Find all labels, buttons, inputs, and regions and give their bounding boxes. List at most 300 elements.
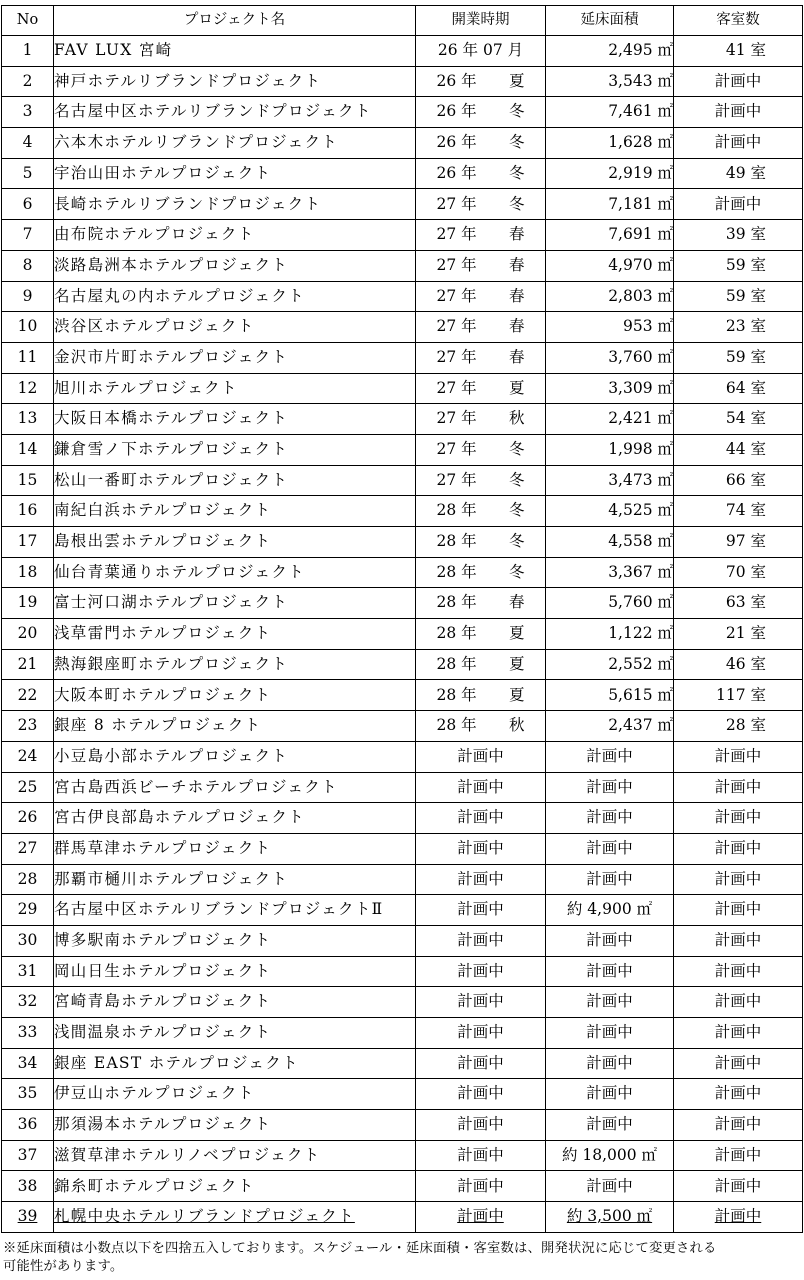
cell-opening [416, 312, 546, 343]
cell-project-name [54, 66, 416, 97]
cell-project-name [54, 465, 416, 496]
cell-no: 8 [2, 250, 54, 281]
cell-floor-area [546, 1079, 674, 1110]
opening-season: 夏 [508, 378, 525, 397]
opening-year: 26 年 [436, 102, 477, 121]
cell-opening [416, 557, 546, 588]
cell-project-name [54, 128, 416, 159]
cell-opening [416, 925, 546, 956]
cell-rooms [674, 1171, 803, 1202]
floor-area-text: 5,615 ㎡ [608, 685, 673, 704]
cell-rooms [674, 527, 803, 558]
cell-rooms [674, 987, 803, 1018]
cell-no: 4 [2, 128, 54, 159]
table-body [2, 36, 803, 1233]
opening-text: 計画中 [457, 1176, 504, 1195]
table-row [2, 1110, 803, 1141]
table-row [2, 312, 803, 343]
cell-no: 31 [2, 956, 54, 987]
table-row [2, 189, 803, 220]
cell-rooms [674, 312, 803, 343]
cell-rooms [674, 833, 803, 864]
cell-rooms [674, 895, 803, 926]
cell-no: 22 [2, 680, 54, 711]
cell-rooms [674, 772, 803, 803]
table-row [2, 36, 803, 67]
table-row [2, 158, 803, 189]
opening-season: 春 [508, 255, 525, 274]
project-name-text: 鎌倉雪ノ下ホテルプロジェクト [54, 440, 289, 459]
project-name-text: 松山一番町ホテルプロジェクト [54, 470, 289, 489]
opening-text: 計画中 [457, 1023, 504, 1042]
opening-season: 夏 [508, 654, 525, 673]
cell-no: 18 [2, 557, 54, 588]
project-name-text: 大阪本町ホテルプロジェクト [54, 685, 272, 704]
cell-no: 20 [2, 619, 54, 650]
cell-floor-area [546, 404, 674, 435]
table-row [2, 220, 803, 251]
header-rooms: 客室数 [674, 6, 803, 36]
opening-season: 冬 [508, 440, 525, 459]
floor-area-text: 約 4,900 ㎡ [566, 900, 653, 919]
project-name-text: 由布院ホテルプロジェクト [54, 225, 255, 244]
opening-season: 秋 [508, 409, 525, 428]
cell-rooms [674, 250, 803, 281]
project-name-text: 旭川ホテルプロジェクト [54, 378, 238, 397]
opening-season: 冬 [508, 163, 525, 182]
opening-year: 27 年 [436, 255, 477, 274]
cell-rooms [674, 36, 803, 67]
cell-project-name [54, 557, 416, 588]
opening-season: 春 [508, 225, 525, 244]
floor-area-text: 7,181 ㎡ [608, 194, 673, 213]
cell-floor-area [546, 956, 674, 987]
cell-project-name [54, 1140, 416, 1171]
project-name-text: 名古屋中区ホテルリブランドプロジェクト [54, 102, 372, 121]
project-name-text: 小豆島小部ホテルプロジェクト [54, 746, 289, 765]
rooms-text: 計画中 [714, 1084, 762, 1103]
cell-no: 14 [2, 434, 54, 465]
cell-project-name [54, 1110, 416, 1141]
opening-text: 計画中 [457, 992, 504, 1011]
project-name-text: 長崎ホテルリブランドプロジェクト [54, 194, 322, 213]
table-row [2, 741, 803, 772]
cell-project-name [54, 956, 416, 987]
cell-no: 7 [2, 220, 54, 251]
cell-opening [416, 342, 546, 373]
cell-rooms [674, 373, 803, 404]
cell-floor-area [546, 434, 674, 465]
floor-area-text: 2,437 ㎡ [608, 716, 673, 735]
cell-opening [416, 987, 546, 1018]
cell-rooms [674, 281, 803, 312]
floor-area-text: 3,760 ㎡ [608, 347, 673, 366]
cell-project-name [54, 373, 416, 404]
cell-no: 37 [2, 1140, 54, 1171]
opening-year: 27 年 [436, 470, 477, 489]
project-name-text: 宮古島西浜ビーチホテルプロジェクト [54, 777, 338, 796]
opening-text: 計画中 [457, 1207, 504, 1226]
project-name-text: 博多駅南ホテルプロジェクト [54, 931, 272, 950]
cell-project-name [54, 158, 416, 189]
opening-text: 計画中 [457, 931, 504, 950]
project-name-text: 渋谷区ホテルプロジェクト [54, 317, 255, 336]
cell-rooms [674, 342, 803, 373]
table-row [2, 895, 803, 926]
cell-opening [416, 588, 546, 619]
table-row [2, 987, 803, 1018]
cell-floor-area [546, 97, 674, 128]
opening-year: 27 年 [436, 347, 477, 366]
cell-opening [416, 404, 546, 435]
project-name-text: 金沢市片町ホテルプロジェクト [54, 347, 289, 366]
cell-opening [416, 220, 546, 251]
table-row [2, 1018, 803, 1049]
rooms-text: 59 室 [725, 286, 766, 305]
cell-opening [416, 741, 546, 772]
cell-floor-area [546, 833, 674, 864]
cell-no: 26 [2, 803, 54, 834]
rooms-text: 計画中 [714, 102, 762, 121]
cell-floor-area [546, 864, 674, 895]
cell-opening [416, 711, 546, 742]
project-table [1, 5, 803, 1233]
cell-floor-area [546, 772, 674, 803]
project-name-text: FAV LUX 宮崎 [54, 41, 173, 60]
cell-rooms [674, 1202, 803, 1233]
table-row [2, 342, 803, 373]
cell-rooms [674, 557, 803, 588]
project-name-text: 群馬草津ホテルプロジェクト [54, 838, 272, 857]
cell-rooms [674, 97, 803, 128]
cell-no: 25 [2, 772, 54, 803]
cell-no: 36 [2, 1110, 54, 1141]
rooms-text: 計画中 [714, 869, 762, 888]
opening-year: 28 年 [436, 716, 477, 735]
cell-opening [416, 680, 546, 711]
cell-floor-area [546, 1048, 674, 1079]
rooms-text: 計画中 [714, 1023, 762, 1042]
footnote-line-2: 可能性があります。 [3, 1259, 124, 1274]
rooms-text: 21 室 [725, 624, 766, 643]
project-name-text: 神戸ホテルリブランドプロジェクト [54, 71, 322, 90]
rooms-text: 59 室 [725, 347, 766, 366]
cell-no: 28 [2, 864, 54, 895]
cell-project-name [54, 220, 416, 251]
project-name-text: 名古屋中区ホテルリブランドプロジェクトⅡ [54, 900, 384, 919]
cell-project-name [54, 189, 416, 220]
opening-year: 28 年 [436, 685, 477, 704]
opening-text: 計画中 [457, 746, 504, 765]
rooms-text: 64 室 [725, 378, 766, 397]
cell-floor-area [546, 66, 674, 97]
cell-rooms [674, 404, 803, 435]
opening-season: 夏 [508, 624, 525, 643]
opening-text: 計画中 [457, 1084, 504, 1103]
cell-opening [416, 1110, 546, 1141]
cell-project-name [54, 281, 416, 312]
cell-floor-area [546, 527, 674, 558]
cell-project-name [54, 1079, 416, 1110]
opening-season: 冬 [508, 102, 525, 121]
opening-year: 28 年 [436, 562, 477, 581]
cell-no: 19 [2, 588, 54, 619]
cell-opening [416, 833, 546, 864]
floor-area-text: 計画中 [586, 992, 633, 1011]
cell-project-name [54, 895, 416, 926]
cell-floor-area [546, 465, 674, 496]
cell-project-name [54, 250, 416, 281]
opening-text: 計画中 [457, 808, 504, 827]
project-name-text: 熱海銀座町ホテルプロジェクト [54, 654, 289, 673]
table-row [2, 97, 803, 128]
cell-project-name [54, 803, 416, 834]
cell-rooms [674, 220, 803, 251]
table-row [2, 803, 803, 834]
rooms-text: 41 室 [725, 41, 766, 60]
cell-rooms [674, 496, 803, 527]
opening-text: 26 年 07 月 [437, 41, 524, 60]
rooms-text: 28 室 [725, 716, 766, 735]
cell-opening [416, 772, 546, 803]
project-name-text: 那覇市樋川ホテルプロジェクト [54, 869, 289, 888]
cell-opening [416, 189, 546, 220]
rooms-text: 計画中 [714, 1207, 762, 1226]
project-name-text: 六本木ホテルリブランドプロジェクト [54, 133, 339, 152]
cell-no: 35 [2, 1079, 54, 1110]
floor-area-text: 7,461 ㎡ [608, 102, 673, 121]
cell-project-name [54, 97, 416, 128]
cell-opening [416, 649, 546, 680]
cell-no: 32 [2, 987, 54, 1018]
floor-area-text: 4,525 ㎡ [608, 501, 673, 520]
cell-opening [416, 373, 546, 404]
cell-project-name [54, 987, 416, 1018]
project-name-text: 銀座 EAST ホテルプロジェクト [54, 1053, 299, 1072]
cell-no: 21 [2, 649, 54, 680]
cell-rooms [674, 158, 803, 189]
cell-floor-area [546, 373, 674, 404]
rooms-text: 54 室 [725, 409, 766, 428]
cell-project-name [54, 925, 416, 956]
opening-year: 27 年 [436, 194, 477, 213]
table-row [2, 128, 803, 159]
cell-no: 39 [2, 1202, 54, 1233]
cell-floor-area [546, 250, 674, 281]
opening-season: 冬 [508, 501, 525, 520]
opening-year: 27 年 [436, 440, 477, 459]
cell-floor-area [546, 895, 674, 926]
cell-opening [416, 956, 546, 987]
rooms-text: 計画中 [714, 133, 762, 152]
opening-text: 計画中 [457, 1145, 504, 1164]
floor-area-text: 7,691 ㎡ [608, 225, 673, 244]
cell-no: 12 [2, 373, 54, 404]
cell-project-name [54, 864, 416, 895]
project-name-text: 島根出雲ホテルプロジェクト [54, 532, 272, 551]
cell-opening [416, 465, 546, 496]
project-name-text: 仙台青葉通りホテルプロジェクト [54, 562, 305, 581]
rooms-text: 70 室 [725, 562, 766, 581]
cell-project-name [54, 680, 416, 711]
cell-no: 16 [2, 496, 54, 527]
cell-rooms [674, 66, 803, 97]
cell-no: 5 [2, 158, 54, 189]
table-row [2, 496, 803, 527]
rooms-text: 計画中 [714, 777, 762, 796]
project-name-text: 富士河口湖ホテルプロジェクト [54, 593, 289, 612]
floor-area-text: 計画中 [586, 1053, 633, 1072]
opening-season: 秋 [508, 716, 525, 735]
cell-project-name [54, 36, 416, 67]
opening-year: 28 年 [436, 501, 477, 520]
project-name-text: 名古屋丸の内ホテルプロジェクト [54, 286, 305, 305]
cell-floor-area [546, 711, 674, 742]
floor-area-text: 計画中 [586, 869, 633, 888]
cell-rooms [674, 1048, 803, 1079]
table-row [2, 588, 803, 619]
cell-opening [416, 1018, 546, 1049]
cell-opening [416, 36, 546, 67]
project-name-text: 札幌中央ホテルリブランドプロジェクト [54, 1207, 355, 1226]
opening-season: 夏 [508, 685, 525, 704]
floor-area-text: 1,122 ㎡ [608, 624, 673, 643]
opening-text: 計画中 [457, 777, 504, 796]
cell-rooms [674, 864, 803, 895]
cell-opening [416, 496, 546, 527]
rooms-text: 計画中 [714, 1053, 762, 1072]
table-row [2, 1079, 803, 1110]
rooms-text: 計画中 [714, 1115, 762, 1134]
cell-rooms [674, 803, 803, 834]
table-row [2, 557, 803, 588]
opening-text: 計画中 [457, 961, 504, 980]
project-name-text: 大阪日本橋ホテルプロジェクト [54, 409, 289, 428]
opening-season: 春 [508, 593, 525, 612]
rooms-text: 計画中 [714, 1176, 762, 1195]
cell-project-name [54, 496, 416, 527]
cell-no: 27 [2, 833, 54, 864]
cell-floor-area [546, 496, 674, 527]
opening-year: 28 年 [436, 654, 477, 673]
cell-rooms [674, 189, 803, 220]
floor-area-text: 計画中 [586, 777, 633, 796]
opening-season: 夏 [508, 71, 525, 90]
cell-floor-area [546, 925, 674, 956]
cell-project-name [54, 772, 416, 803]
opening-text: 計画中 [457, 869, 504, 888]
cell-no: 23 [2, 711, 54, 742]
project-name-text: 銀座 8 ホテルプロジェクト [54, 716, 262, 735]
floor-area-text: 3,543 ㎡ [608, 71, 673, 90]
cell-opening [416, 527, 546, 558]
cell-opening [416, 619, 546, 650]
opening-year: 28 年 [436, 532, 477, 551]
table-row [2, 373, 803, 404]
table-row [2, 864, 803, 895]
cell-opening [416, 1202, 546, 1233]
floor-area-text: 5,760 ㎡ [608, 593, 673, 612]
floor-area-text: 計画中 [586, 961, 633, 980]
opening-text: 計画中 [457, 1115, 504, 1134]
project-name-text: 浅草雷門ホテルプロジェクト [54, 624, 272, 643]
cell-opening [416, 281, 546, 312]
table-row [2, 281, 803, 312]
project-name-text: 南紀白浜ホテルプロジェクト [54, 501, 272, 520]
table-row [2, 711, 803, 742]
cell-project-name [54, 741, 416, 772]
cell-project-name [54, 1202, 416, 1233]
table-row [2, 956, 803, 987]
floor-area-text: 計画中 [586, 838, 633, 857]
cell-project-name [54, 649, 416, 680]
cell-no: 10 [2, 312, 54, 343]
cell-floor-area [546, 741, 674, 772]
cell-opening [416, 250, 546, 281]
opening-season: 冬 [508, 562, 525, 581]
floor-area-text: 2,552 ㎡ [608, 654, 673, 673]
rooms-text: 計画中 [714, 808, 762, 827]
cell-floor-area [546, 1140, 674, 1171]
floor-area-text: 2,495 ㎡ [608, 41, 673, 60]
cell-rooms [674, 588, 803, 619]
rooms-text: 計画中 [714, 194, 762, 213]
opening-year: 28 年 [436, 624, 477, 643]
cell-opening [416, 1079, 546, 1110]
cell-floor-area [546, 312, 674, 343]
cell-floor-area [546, 803, 674, 834]
cell-rooms [674, 619, 803, 650]
rooms-text: 74 室 [725, 501, 766, 520]
cell-project-name [54, 1048, 416, 1079]
cell-no: 38 [2, 1171, 54, 1202]
cell-floor-area [546, 1110, 674, 1141]
cell-opening [416, 803, 546, 834]
rooms-text: 66 室 [725, 470, 766, 489]
table-row [2, 680, 803, 711]
cell-rooms [674, 649, 803, 680]
table-row [2, 925, 803, 956]
project-name-text: 淡路島洲本ホテルプロジェクト [54, 255, 289, 274]
floor-area-text: 2,803 ㎡ [608, 286, 673, 305]
cell-project-name [54, 342, 416, 373]
cell-project-name [54, 404, 416, 435]
cell-project-name [54, 312, 416, 343]
cell-opening [416, 1048, 546, 1079]
cell-project-name [54, 1171, 416, 1202]
table-row [2, 772, 803, 803]
floor-area-text: 1,628 ㎡ [608, 133, 673, 152]
cell-rooms [674, 741, 803, 772]
opening-year: 28 年 [436, 593, 477, 612]
cell-no: 6 [2, 189, 54, 220]
table-row [2, 465, 803, 496]
project-name-text: 浅間温泉ホテルプロジェクト [54, 1023, 272, 1042]
cell-project-name [54, 527, 416, 558]
cell-opening [416, 1140, 546, 1171]
cell-floor-area [546, 128, 674, 159]
rooms-text: 計画中 [714, 931, 762, 950]
opening-year: 27 年 [436, 378, 477, 397]
cell-project-name [54, 1018, 416, 1049]
table-row [2, 619, 803, 650]
footnote [3, 1240, 801, 1276]
header-project-name: プロジェクト名 [54, 6, 416, 36]
cell-opening [416, 97, 546, 128]
opening-year: 27 年 [436, 286, 477, 305]
project-name-text: 伊豆山ホテルプロジェクト [54, 1084, 255, 1103]
opening-year: 27 年 [436, 225, 477, 244]
